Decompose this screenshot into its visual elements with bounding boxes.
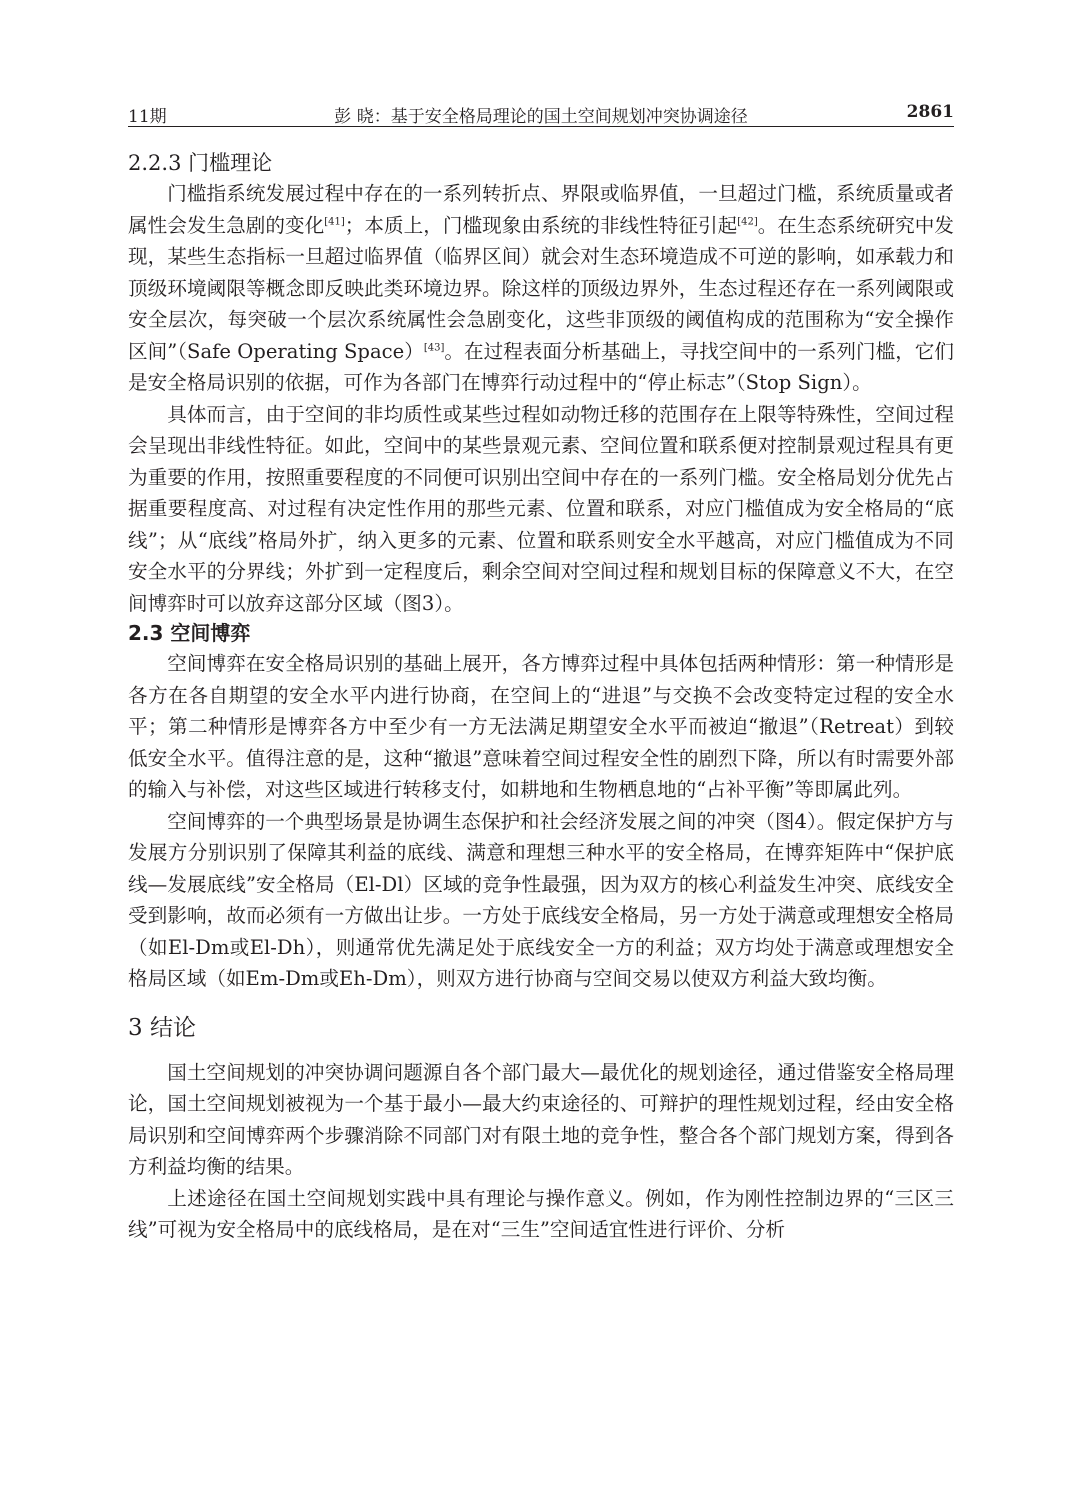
paragraph-nonlinearity: 具体而言，由于空间的非均质性或某些过程如动物迁移的范围存在上限等特殊性，空间过程会呈现出非线性特征。如此，空间中的某些景观元素、空间位置和联系便对控制景观过程具有更为重要的作用，按照重要程度的不同便可识别出空间中存在的一系列门槛。安全格局划分优先占据重要程度高、对过程有决定性作用的那些元素、位置和联系，对应门槛值成为安全格局的“底线”；从“底线”格局外扩，纳入更多的元素、位置和联系则安全水平越高，对应门槛值成为不同安全水平的分界线；外扩到一定程度后，剩余空间对空间过程和规划目标的保障意义不大，在空间博弈时可以放弃这部分区域（图3）。 bbox=[128, 402, 954, 615]
section-heading-2-2-3: 2.2.3 门槛理论 bbox=[128, 151, 273, 175]
running-header bbox=[128, 100, 954, 127]
citation-43[interactable]: [43] bbox=[423, 341, 445, 353]
running-title: 彭 晓：基于安全格局理论的国土空间规划冲突协调途径 bbox=[334, 107, 748, 127]
citation-42[interactable]: [42] bbox=[737, 215, 758, 227]
article-body bbox=[128, 148, 954, 1246]
paragraph-conclusion-summary: 国土空间规划的冲突协调问题源自各个部门最大—最优化的规划途径，通过借鉴安全格局理论，国土空间规划被视为一个基于最小—最大约束途径的、可辩护的理性规划过程，经由安全格局识别和空间博弈两个步骤消除不同部门对有限土地的竞争性，整合各个部门规划方案，得到各方利益均衡的结果。 bbox=[128, 1060, 954, 1178]
paragraph-spatial-game: 空间博弈在安全格局识别的基础上展开，各方博弈过程中具体包括两种情形：第一种情形是各方在各自期望的安全水平内进行协商，在空间上的“进退”与交换不会改变特定过程的安全水平；第二种情形是博弈各方中至少有一方无法满足期望安全水平而被迫“撤退”（Retreat）到较低安全水平。值得注意的是，这种“撤退”意味着空间过程安全性的剧烈下降，所以有时需要外部的输入与补偿，对这些区域进行转移支付，如耕地和生物栖息地的“占补平衡”等即属此列。 bbox=[128, 652, 954, 801]
section-heading-2-3: 2.3 空间博弈 bbox=[128, 621, 251, 645]
paragraph-typical-scenario: 空间博弈的一个典型场景是协调生态保护和社会经济发展之间的冲突（图4）。假定保护方与发展方分别识别了保障其利益的底线、满意和理想三种水平的安全格局，在博弈矩阵中“保护底线—发展底线”安全格局（El-Dl）区域的竞争性最强，因为双方的核心利益发生冲突、底线安全受到影响，故而必须有一方做出让步。一方处于底线安全格局，另一方处于满意或理想安全格局（如El-Dm或El-Dh），则通常优先满足处于底线安全一方的利益；双方均处于满意或理想安全格局区域（如Em-Dm或Eh-Dm），则双方进行协商与空间交易以使双方利益大致均衡。 bbox=[128, 809, 954, 990]
citation-41[interactable]: [41] bbox=[324, 215, 345, 227]
paragraph-conclusion-practice: 上述途径在国土空间规划实践中具有理论与操作意义。例如，作为刚性控制边界的“三区三线”可视为安全格局中的底线格局，是在对“三生”空间适宜性进行评价、分析 bbox=[128, 1186, 954, 1241]
paragraph-threshold-definition: 门槛指系统发展过程中存在的一系列转折点、界限或临界值，一旦超过门槛，系统质量或者属性会发生急剧的变化[41]；本质上，门槛现象由系统的非线性特征引起[42]。在生态系统研究中发现，某些生态指标一旦超过临界值（临界区间）就会对生态环境造成不可逆的影响，如承载力和顶级环境阈限等概念即反映此类环境边界。除这样的顶级边界外，生态过程还存在一系列阈限或安全层次，每突破一个层次系统属性会急剧变化，这些非顶级的阈值构成的范围称为“安全操作区间”（Safe Operating Space）[43]。在过程表面分析基础上，寻找空间中的一系列门槛，它们是安全格局识别的依据，可作为各部门在博弈行动过程中的“停止标志”（Stop Sign）。 bbox=[128, 182, 954, 394]
page-number: 2861 bbox=[906, 102, 954, 122]
issue-number: 11期 bbox=[128, 107, 167, 127]
section-heading-3-conclusion: 3 结论 bbox=[128, 1014, 196, 1041]
